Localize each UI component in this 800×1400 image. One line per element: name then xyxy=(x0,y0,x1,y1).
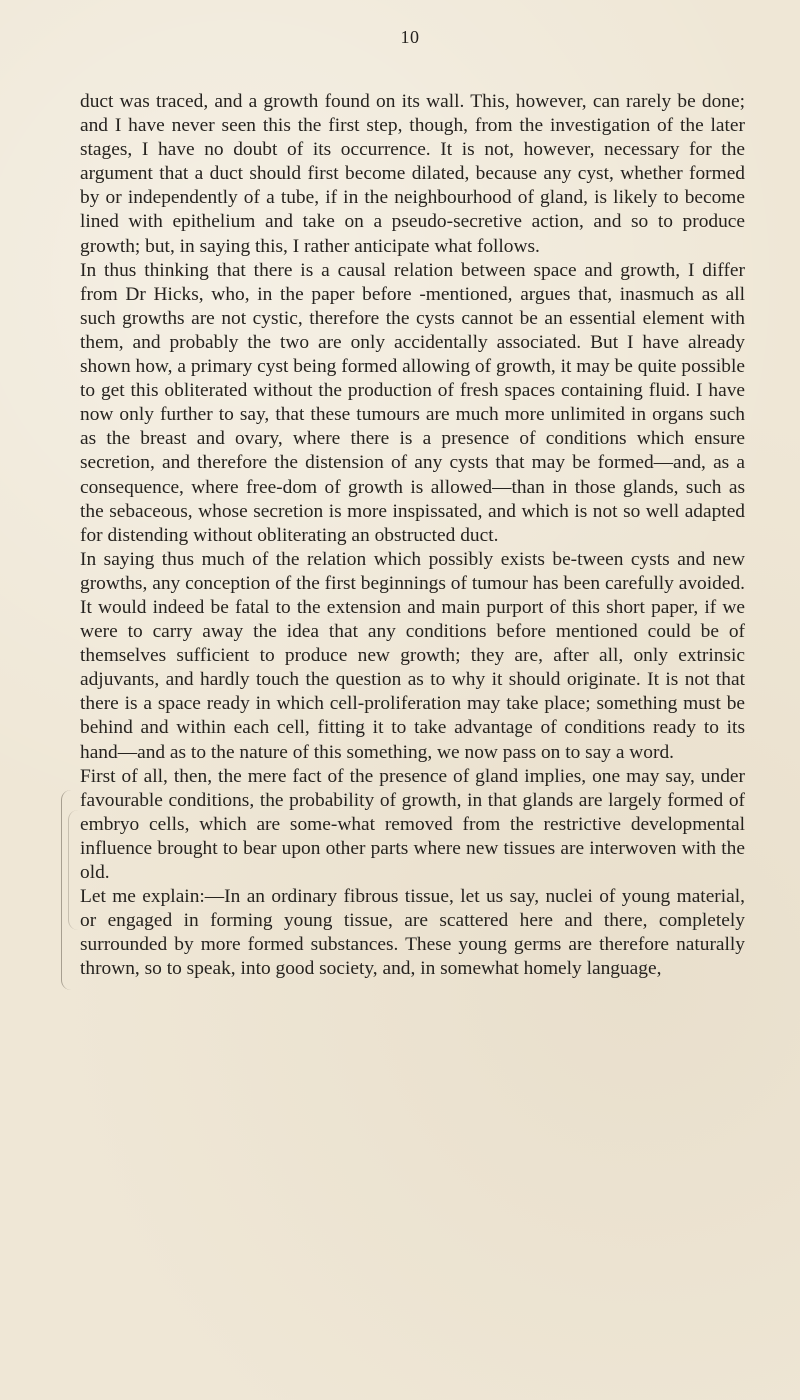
page-number: 10 xyxy=(400,27,420,47)
paragraph-4: First of all, then, the mere fact of the presence of gland implies, one may say, under favourable conditions, the probability of growth, in that glands are largely formed of embryo cells, which are some-what removed from the restrictive developmental influence brought to bear upon other parts where new tissues are interwoven with the old. xyxy=(80,765,745,883)
paragraph-5: Let me explain:—In an ordinary fibrous tissue, let us say, nuclei of young material, or engaged in forming young tissue, are scattered here and there, completely surrounded by more formed substances. These young germs are therefore naturally thrown, so to speak, into good society, and, in somewhat homely language, xyxy=(80,886,745,980)
paragraph-3: In saying thus much of the relation which possibly exists be-tween cysts and new growths, any conception of the first beginnings of tumour has been carefully avoided. It would indeed be fatal to the extension and main purport of this short paper, if we were to carry away the idea that any conditions before mentioned could be of themselves sufficient to produce new growth; they are, after all, only extrinsic adjuvants, and hardly touch the question as to why it should originate. It is not that there is a space ready in which cell-proliferation may take place; something must be behind and within each cell, fitting it to take advantage of conditions ready to its hand—and as to the nature of this something, we now pass on to say a word. xyxy=(80,548,745,763)
paragraph-2: In thus thinking that there is a causal relation between space and growth, I differ from Dr Hicks, who, in the paper before -mentioned, argues that, inasmuch as all such growths are not cystic, therefore the cysts cannot be an essential element with them, and probably the two are only accidentally associated. But I have already shown how, a primary cyst being formed allowing of growth, it may be quite possible to get this obliterated without the production of fresh spaces containing fluid. I have now only further to say, that these tumours are much more unlimited in organs such as the breast and ovary, where there is a presence of conditions which ensure secretion, and therefore the distension of any cysts that may be formed—and, as a consequence, where free-dom of growth is allowed—than in those glands, such as the sebaceous, whose secretion is more inspissated, and which is not so well adapted for distending without obliterating an obstructed duct. xyxy=(80,259,745,546)
paragraph-1: duct was traced, and a growth found on its wall. This, however, can rarely be done; and I have never seen this the first step, though, from the investigation of the later stages, I have no doubt of its occurrence. It is not, however, necessary for the argument that a duct should first become dilated, because any cyst, whether formed by or independently of a tube, if in the neighbourhood of gland, is likely to become lined with epithelium and take on a pseudo-secretive action, and so to produce growth; but, in saying this, I rather anticipate what follows. xyxy=(80,91,745,257)
body-text xyxy=(80,90,745,981)
